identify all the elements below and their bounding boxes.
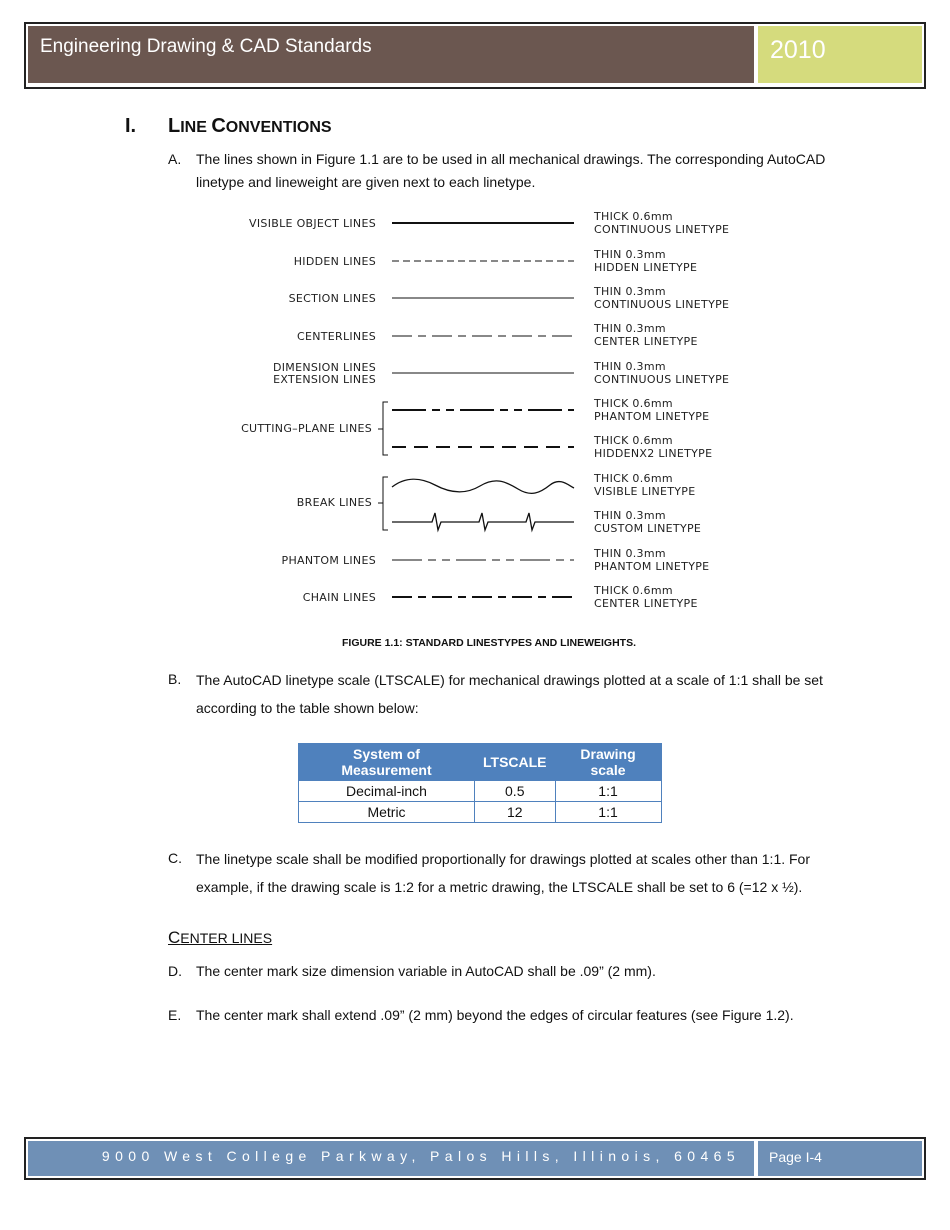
page-number: Page I-4 xyxy=(758,1141,922,1176)
subheading-part: C xyxy=(168,928,181,947)
desc-visible xyxy=(594,211,729,236)
list-item-b xyxy=(168,666,846,722)
desc-weight: THIN 0.3mm xyxy=(594,360,666,373)
figure-caption: FIGURE 1.1: STANDARD LINESTYPES AND LINEWEIGHTS. xyxy=(341,637,637,649)
section-heading xyxy=(125,115,332,138)
list-item-c xyxy=(168,845,846,901)
ltscale-table xyxy=(298,743,662,823)
label-extension-lines: EXTENSION LINES xyxy=(273,373,376,386)
label-centerlines: CENTERLINES xyxy=(296,330,376,343)
label-cutting-plane-lines: CUTTING–PLANE LINES xyxy=(241,422,372,435)
label-hidden-lines: HIDDEN LINES xyxy=(293,255,376,268)
document-year: 2010 xyxy=(758,26,922,83)
desc-weight: THICK 0.6mm xyxy=(594,584,673,597)
label-section-lines: SECTION LINES xyxy=(288,292,376,305)
desc-weight: THIN 0.3mm xyxy=(594,509,666,522)
desc-type: HIDDENX2 LINETYPE xyxy=(594,446,713,460)
desc-cutting-hiddenx2 xyxy=(594,435,712,460)
desc-type: HIDDEN LINETYPE xyxy=(594,260,698,274)
section-title-part: INE xyxy=(180,119,212,136)
label-dimension-lines: DIMENSION LINES xyxy=(272,361,376,374)
desc-type: CUSTOM LINETYPE xyxy=(594,521,702,535)
label-break-lines: BREAK LINES xyxy=(296,496,372,509)
desc-center xyxy=(594,323,698,348)
linetype-figure xyxy=(240,205,740,620)
desc-break-custom xyxy=(594,510,701,535)
desc-phantom xyxy=(594,548,709,573)
table-cell: 1:1 xyxy=(555,781,661,802)
list-item-e xyxy=(168,1004,846,1027)
desc-weight: THICK 0.6mm xyxy=(594,397,673,410)
item-text: The lines shown in Figure 1.1 are to be used in all mechanical drawings. The corresponding AutoCAD linetype and lineweight are given next to each linetype. xyxy=(196,151,826,190)
section-number: I. xyxy=(125,115,137,137)
document-title: Engineering Drawing & CAD Standards xyxy=(28,26,754,83)
subheading-part: ENTER LINES xyxy=(180,930,273,946)
desc-dimension xyxy=(594,361,729,386)
desc-break-visible xyxy=(594,473,696,498)
desc-weight: THICK 0.6mm xyxy=(594,472,673,485)
desc-type: CONTINUOUS LINETYPE xyxy=(594,372,730,386)
desc-type: PHANTOM LINETYPE xyxy=(594,559,710,573)
section-title-part: C xyxy=(211,115,226,137)
desc-section xyxy=(594,286,729,311)
item-text: The center mark shall extend .09” (2 mm) beyond the edges of circular features (see Figure 1.2). xyxy=(196,1007,794,1023)
table-cell: Decimal-inch xyxy=(299,781,475,802)
list-item-a xyxy=(168,148,846,194)
item-text: The center mark size dimension variable in AutoCAD shall be .09” (2 mm). xyxy=(196,963,656,979)
desc-type: CONTINUOUS LINETYPE xyxy=(594,297,730,311)
desc-weight: THICK 0.6mm xyxy=(594,210,673,223)
center-lines-subheading xyxy=(168,928,272,948)
desc-type: CENTER LINETYPE xyxy=(594,334,698,348)
label-visible-lines: VISIBLE OBJECT LINES xyxy=(249,217,376,230)
desc-weight: THIN 0.3mm xyxy=(594,322,666,335)
table-header: Drawing scale xyxy=(555,744,661,781)
desc-hidden xyxy=(594,249,697,274)
label-chain-lines: CHAIN LINES xyxy=(302,591,376,604)
item-text: The linetype scale shall be modified proportionally for drawings plotted at scales other than 1:1. For example, if the drawing scale is 1:2 for a metric drawing, the LTSCALE shall be set to 6 (=12 x ½). xyxy=(196,851,811,895)
desc-weight: THIN 0.3mm xyxy=(594,285,666,298)
item-text: The AutoCAD linetype scale (LTSCALE) for mechanical drawings plotted at a scale of 1:1 shall be set according to the table shown below: xyxy=(196,672,823,716)
desc-cutting-phantom xyxy=(594,398,709,423)
table-header-row xyxy=(299,744,662,781)
item-letter: B. xyxy=(168,671,182,687)
section-title-part: L xyxy=(168,115,181,137)
table-cell: 12 xyxy=(475,802,556,823)
table-header: System of Measurement xyxy=(299,744,475,781)
desc-type: PHANTOM LINETYPE xyxy=(594,409,710,423)
item-letter: E. xyxy=(168,1007,182,1023)
item-letter: A. xyxy=(168,151,182,167)
break-zigzag-sample xyxy=(392,513,574,530)
break-bracket xyxy=(383,477,388,530)
cutting-plane-bracket xyxy=(383,402,388,455)
item-letter: C. xyxy=(168,850,182,866)
desc-type: CONTINUOUS LINETYPE xyxy=(594,222,730,236)
section-title-part: ONVENTIONS xyxy=(225,119,332,136)
desc-type: CENTER LINETYPE xyxy=(594,596,698,610)
break-wavy-sample xyxy=(392,479,574,493)
desc-weight: THICK 0.6mm xyxy=(594,434,673,447)
list-item-d xyxy=(168,960,846,983)
desc-weight: THIN 0.3mm xyxy=(594,547,666,560)
label-phantom-lines: PHANTOM LINES xyxy=(281,554,376,567)
desc-chain xyxy=(594,585,698,610)
table-header: LTSCALE xyxy=(475,744,556,781)
table-cell: 1:1 xyxy=(555,802,661,823)
table-cell: Metric xyxy=(299,802,475,823)
desc-weight: THIN 0.3mm xyxy=(594,248,666,261)
desc-type: VISIBLE LINETYPE xyxy=(594,484,696,498)
item-letter: D. xyxy=(168,963,182,979)
footer-address: 9000 West College Parkway, Palos Hills, Illinois, 60465 xyxy=(28,1141,754,1176)
table-cell: 0.5 xyxy=(475,781,556,802)
table-row xyxy=(299,802,662,823)
table-row xyxy=(299,781,662,802)
